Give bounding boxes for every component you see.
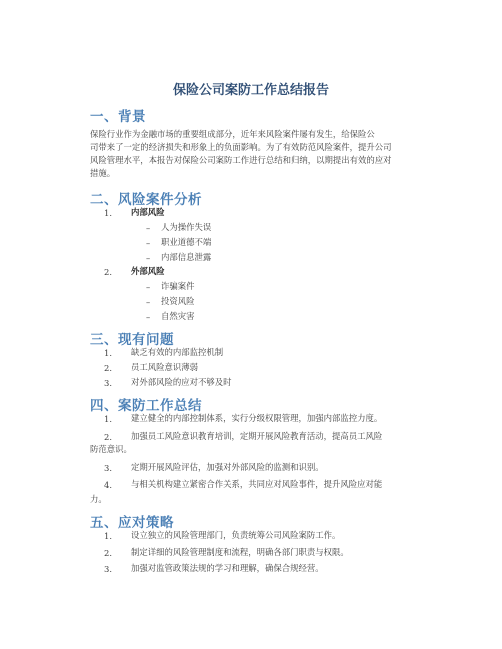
list-item-continuation: 力。 xyxy=(90,494,107,504)
risk-item: 内部信息泄露 xyxy=(161,252,212,262)
list-number: 1. xyxy=(104,531,112,541)
list-item: 定期开展风险评估，加强对外部风险的监测和识别。 xyxy=(131,462,324,472)
section-heading-background: 一、背景 xyxy=(90,109,146,125)
list-number: 2. xyxy=(104,363,112,373)
list-item: 建立健全的内部控制体系，实行分级权限管理，加强内部监控力度。 xyxy=(131,413,383,423)
risk-item: 人为操作失误 xyxy=(161,222,212,232)
dash-bullet: – xyxy=(146,297,151,307)
paragraph-line: 司带来了一定的经济损失和形象上的负面影响。为了有效防范风险案件，提升公司 xyxy=(90,142,392,152)
list-number: 2. xyxy=(104,548,112,558)
list-number: 2. xyxy=(104,432,112,442)
paragraph-line: 措施。 xyxy=(90,168,116,178)
document-title: 保险公司案防工作总结报告 xyxy=(172,83,329,98)
risk-item: 投资风险 xyxy=(161,296,195,306)
paragraph-line: 保险行业作为金融市场的重要组成部分，近年来风险案件屡有发生，给保险公 xyxy=(90,129,375,139)
list-item: 设立独立的风险管理部门，负责统筹公司风险案防工作。 xyxy=(131,530,341,540)
list-item: 加强员工风险意识教育培训，定期开展风险教育活动，提高员工风险 xyxy=(131,431,383,441)
list-number: 2. xyxy=(104,267,112,277)
list-number: 4. xyxy=(104,480,112,490)
paragraph-line: 风险管理水平，本报告对保险公司案防工作进行总结和归纳，以期提出有效的应对 xyxy=(90,155,392,165)
list-number: 3. xyxy=(104,463,112,473)
dash-bullet: – xyxy=(146,312,151,322)
dash-bullet: – xyxy=(146,238,151,248)
list-item: 制定详细的风险管理制度和流程，明确各部门职责与权限。 xyxy=(131,547,349,557)
risk-item: 职业道德不端 xyxy=(161,237,212,247)
dash-bullet: – xyxy=(146,253,151,263)
list-item-continuation: 防范意识。 xyxy=(90,444,132,454)
list-item: 与相关机构建立紧密合作关系，共同应对风险事件，提升风险应对能 xyxy=(131,479,383,489)
list-number: 1. xyxy=(104,414,112,424)
list-item: 员工风险意识薄弱 xyxy=(131,362,198,372)
list-number: 3. xyxy=(104,378,112,388)
list-number: 1. xyxy=(104,348,112,358)
list-item: 对外部风险的应对不够及时 xyxy=(131,377,232,387)
dash-bullet: – xyxy=(146,282,151,292)
risk-item: 诈骗案件 xyxy=(161,281,195,291)
section-heading-strategies: 五、应对策略 xyxy=(90,515,174,531)
list-item: 缺乏有效的内部监控机制 xyxy=(131,347,224,357)
list-number: 3. xyxy=(104,564,112,574)
risk-group-label: 外部风险 xyxy=(131,266,165,276)
section-heading-current-issues: 三、现有问题 xyxy=(90,332,174,348)
risk-item: 自然灾害 xyxy=(161,311,195,321)
risk-group-label: 内部风险 xyxy=(131,207,165,217)
section-heading-risk-analysis: 二、风险案件分析 xyxy=(90,192,202,208)
list-number: 1. xyxy=(104,208,112,218)
section-heading-summary: 四、案防工作总结 xyxy=(90,398,202,414)
dash-bullet: – xyxy=(146,223,151,233)
list-item: 加强对监管政策法规的学习和理解，确保合规经营。 xyxy=(131,563,324,573)
